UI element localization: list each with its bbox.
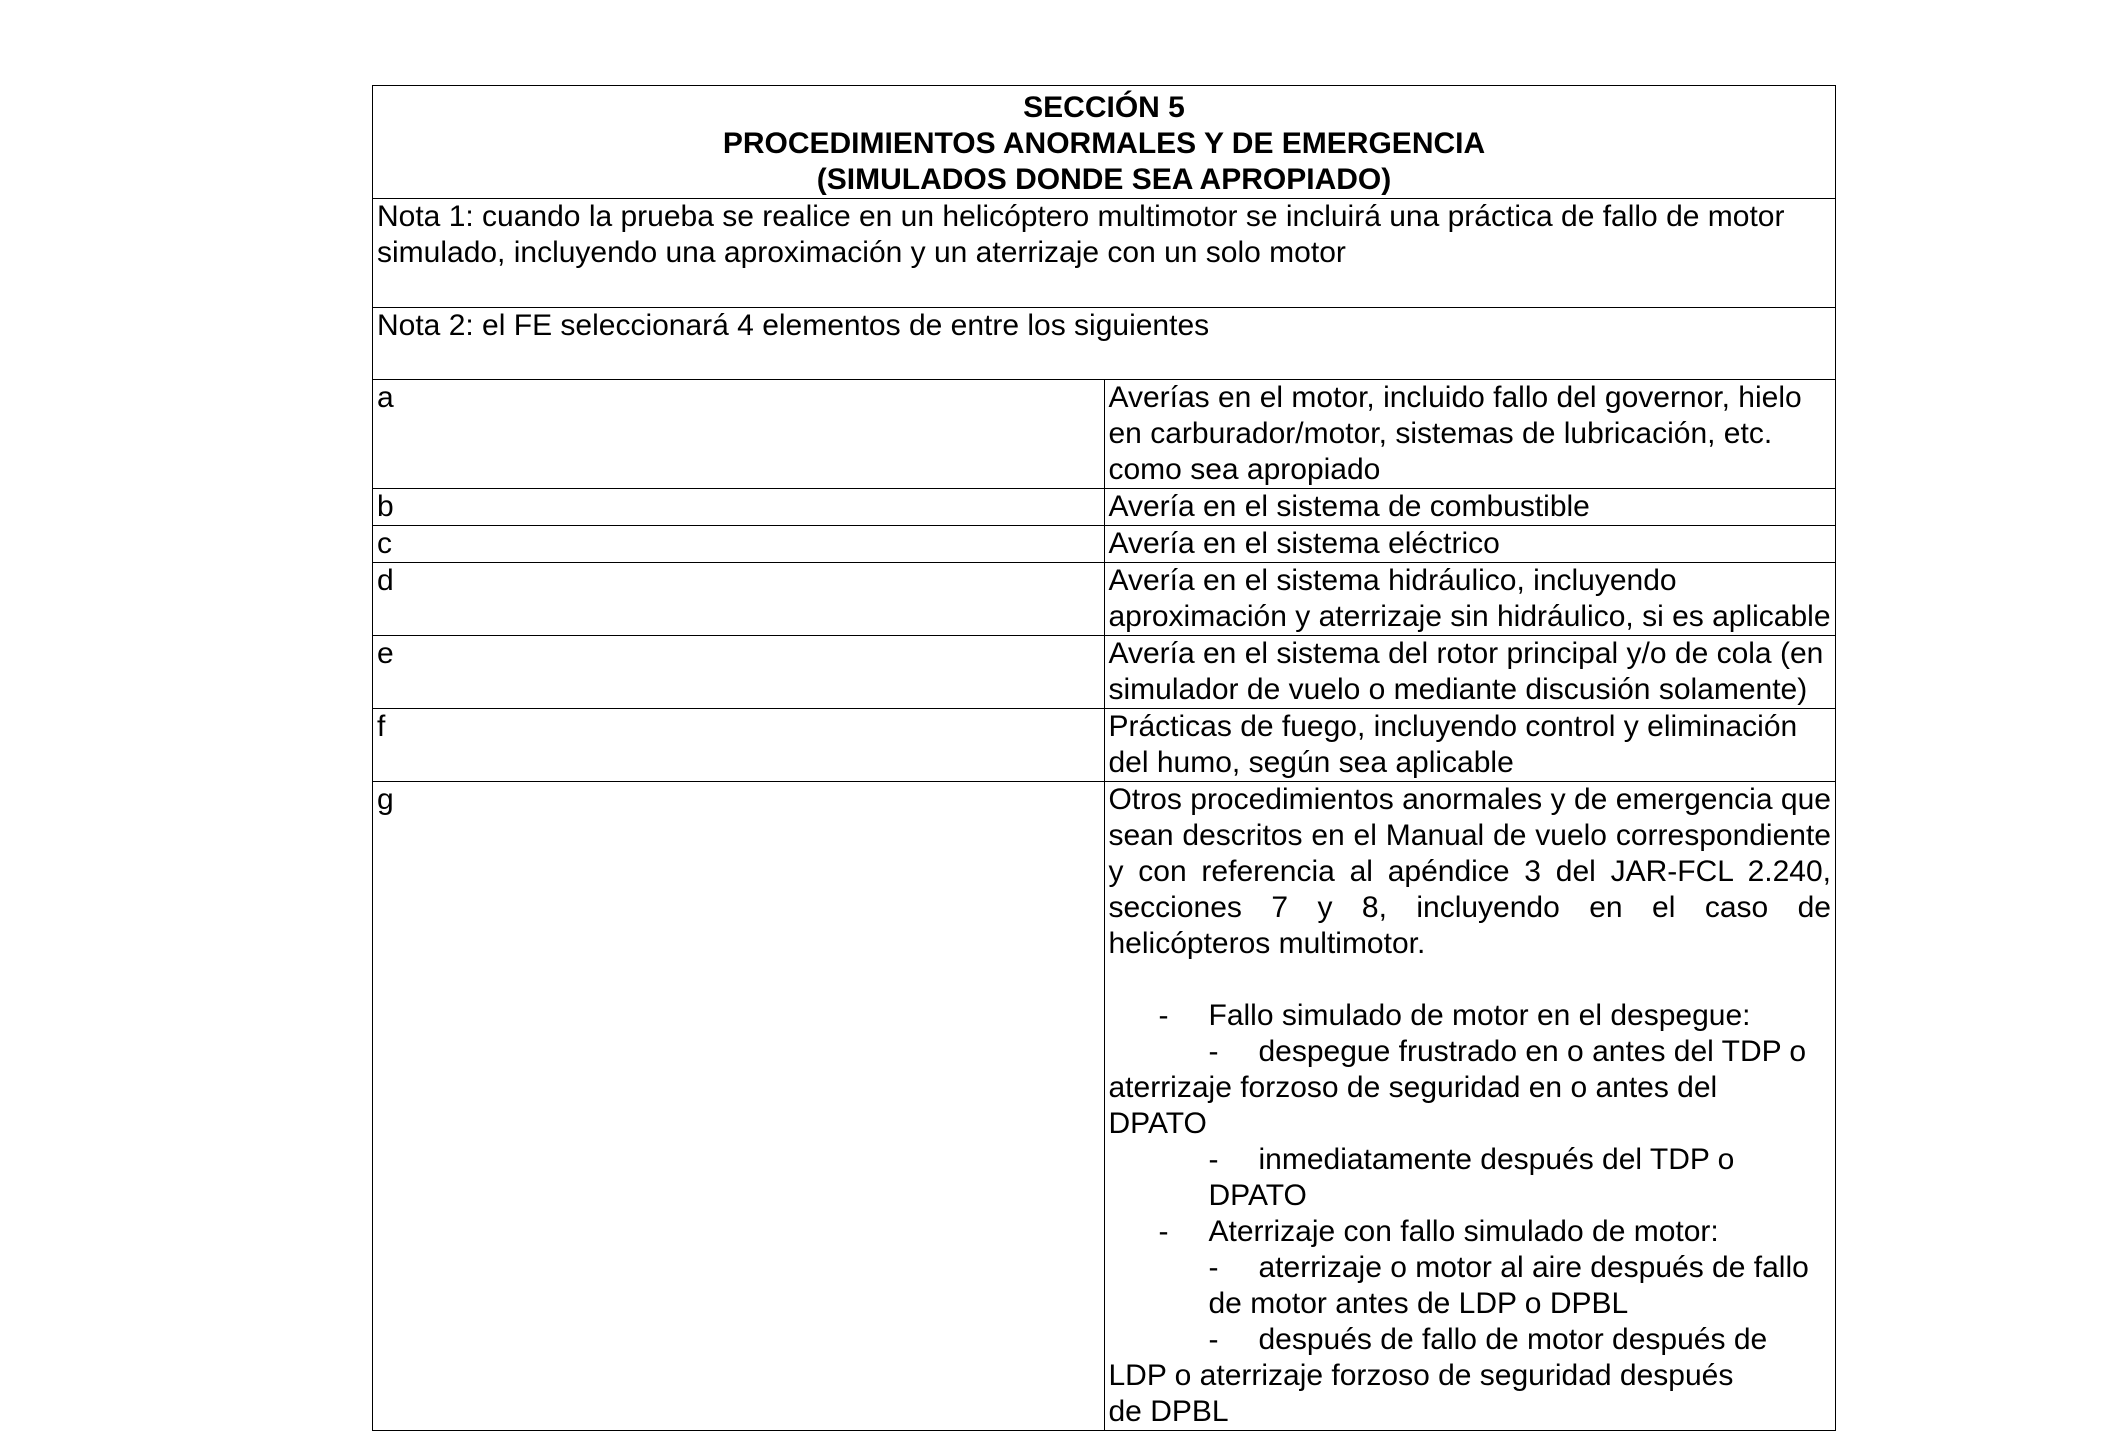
- item-text: Avería en el sistema de combustible: [1104, 489, 1836, 526]
- takeoff-sub-bullet-2: [1109, 1142, 1832, 1214]
- landing-sub-text-2a: después de fallo de motor después de LDP o aterrizaje forzoso de seguridad después: [1108, 1323, 1768, 1392]
- item-text: Avería en el sistema hidráulico, incluyendo aproximación y aterrizaje sin hidráulico, si es aplicable: [1104, 563, 1836, 636]
- procedures-table: [372, 85, 1836, 1431]
- note-1: Nota 1: cuando la prueba se realice en un helicóptero multimotor se incluirá una práctica de fallo de motor simulado, incluyendo una aproximación y un aterrizaje con un solo motor: [373, 199, 1836, 308]
- takeoff-bullet: [1109, 998, 1832, 1034]
- item-row-g: [373, 782, 1836, 1431]
- section-header: [373, 86, 1836, 199]
- section-subtitle: (SIMULADOS DONDE SEA APROPIADO): [816, 163, 1392, 196]
- note-2: Nota 2: el FE seleccionará 4 elementos de entre los siguientes: [373, 308, 1836, 380]
- item-g-intro: Otros procedimientos anormales y de emergencia que sean descritos en el Manual de vuelo correspondiente y con referencia al apéndice 3 del JAR-FCL 2.240, secciones 7 y 8, incluyendo en el caso de helicópteros multimotor.: [1108, 783, 1831, 960]
- section-number: SECCIÓN 5: [1023, 91, 1185, 124]
- item-letter: c: [373, 526, 1105, 563]
- landing-sub-bullet-2: [1109, 1322, 1832, 1430]
- item-text: Averías en el motor, incluido fallo del governor, hielo en carburador/motor, sistemas de lubricación, etc. como sea apropiado: [1104, 380, 1836, 489]
- takeoff-heading: Fallo simulado de motor en el despegue:: [1208, 999, 1751, 1032]
- item-text: Avería en el sistema eléctrico: [1104, 526, 1836, 563]
- section-title: PROCEDIMIENTOS ANORMALES Y DE EMERGENCIA: [722, 127, 1486, 160]
- landing-sub-text-2b: de DPBL: [1108, 1395, 1229, 1428]
- item-text: Avería en el sistema del rotor principal y/o de cola (en simulador de vuelo o mediante discusión solamente): [1104, 636, 1836, 709]
- item-text: Prácticas de fuego, incluyendo control y eliminación del humo, según sea aplicable: [1104, 709, 1836, 782]
- takeoff-sub-text-1b: DPATO: [1108, 1107, 1207, 1140]
- item-g-content: [1104, 782, 1836, 1431]
- landing-sub-text-1: aterrizaje o motor al aire después de fallo de motor antes de LDP o DPBL: [1208, 1251, 1809, 1320]
- takeoff-sub-line-1: [1109, 1034, 1832, 1106]
- item-letter: e: [373, 636, 1105, 709]
- item-row-c: [373, 526, 1836, 563]
- item-row-a: [373, 380, 1836, 489]
- item-row-f: [373, 709, 1836, 782]
- landing-bullet: [1109, 1214, 1832, 1250]
- takeoff-sub-text-1a: despegue frustrado en o antes del TDP o aterrizaje forzoso de seguridad en o antes del: [1108, 1035, 1807, 1104]
- dash-marker: -: [1208, 1143, 1219, 1176]
- note-row-1: [373, 199, 1836, 308]
- item-letter: b: [373, 489, 1105, 526]
- dash-marker: -: [1208, 1251, 1219, 1284]
- dash-marker: -: [1208, 1323, 1219, 1356]
- item-row-b: [373, 489, 1836, 526]
- takeoff-sub-bullet-1: [1109, 1034, 1832, 1142]
- dash-marker: -: [1208, 1035, 1219, 1068]
- takeoff-sub-text-2: inmediatamente después del TDP o DPATO: [1208, 1143, 1735, 1212]
- item-letter: g: [373, 782, 1105, 1431]
- item-row-d: [373, 563, 1836, 636]
- spacer: [1109, 962, 1832, 998]
- landing-sub-line-2: [1109, 1322, 1832, 1394]
- dash-marker: -: [1158, 1215, 1169, 1248]
- item-letter: a: [373, 380, 1105, 489]
- landing-sub-bullet-1: [1109, 1250, 1832, 1322]
- item-row-e: [373, 636, 1836, 709]
- landing-heading: Aterrizaje con fallo simulado de motor:: [1208, 1215, 1719, 1248]
- dash-marker: -: [1158, 999, 1169, 1032]
- section-header-row: [373, 86, 1836, 199]
- item-letter: d: [373, 563, 1105, 636]
- item-letter: f: [373, 709, 1105, 782]
- note-row-2: [373, 308, 1836, 380]
